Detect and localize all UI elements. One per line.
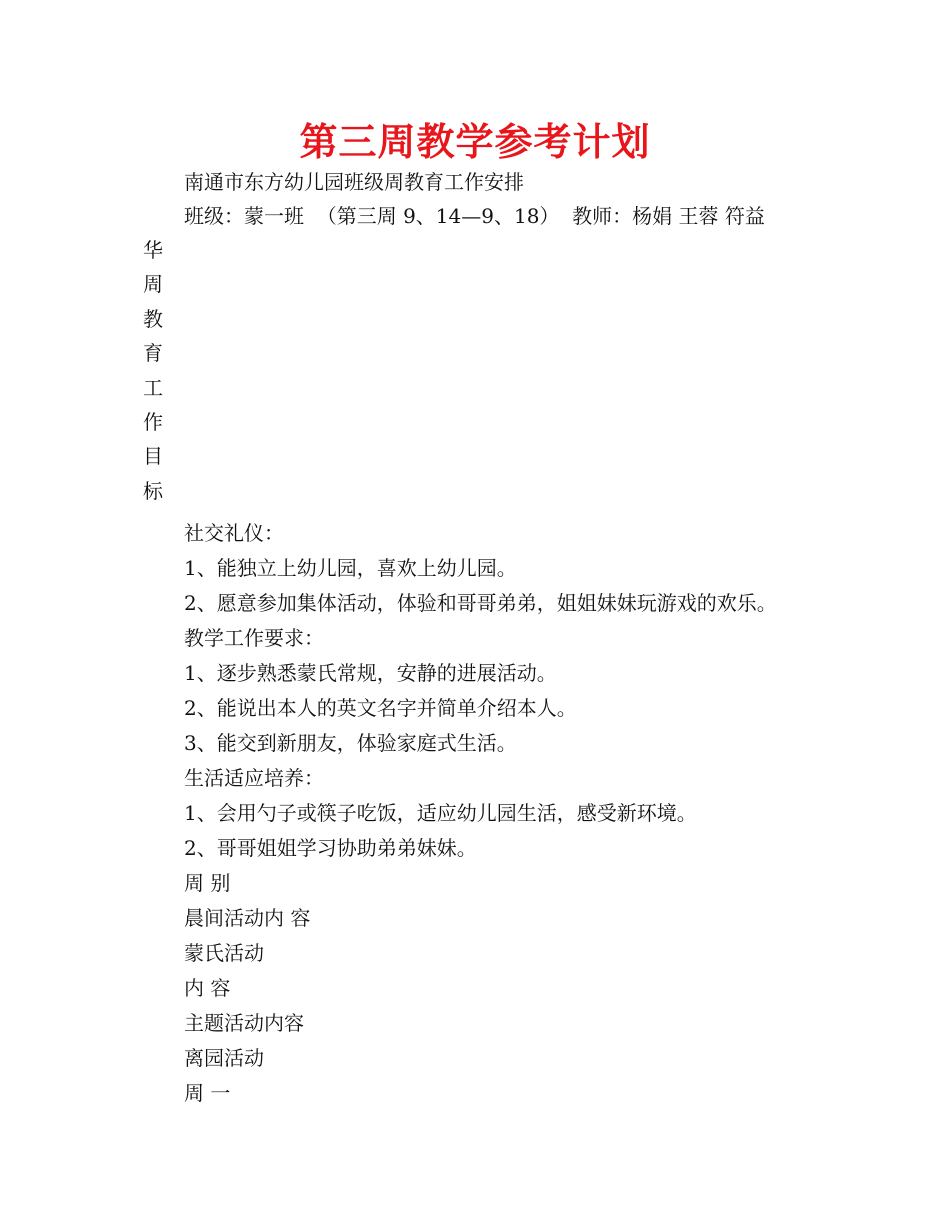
social-item: 1、能独立上幼儿园，喜欢上幼儿园。 (184, 556, 517, 580)
vertical-char: 作 (143, 409, 163, 434)
document-title: 第三周教学参考计划 (299, 120, 651, 164)
table-label-theme: 主题活动内容 (184, 1011, 304, 1035)
table-label-morning: 晨间活动内 容 (184, 906, 311, 930)
subtitle: 南通市东方幼儿园班级周教育工作安排 (184, 170, 524, 194)
vertical-char: 教 (143, 306, 163, 331)
vertical-char: 周 (143, 272, 163, 297)
class-info: 班级：蒙一班 （第三周 9、14—9、18） 教师：杨娟 王蓉 符益 (184, 204, 765, 228)
vertical-char: 育 (143, 341, 163, 366)
life-item: 1、会用勺子或筷子吃饭，适应幼儿园生活，感受新环境。 (184, 801, 697, 825)
vertical-char: 工 (143, 375, 163, 400)
life-heading: 生活适应培养： (184, 766, 324, 790)
teaching-item: 2、能说出本人的英文名字并简单介绍本人。 (184, 696, 577, 720)
life-item: 2、哥哥姐姐学习协助弟弟妹妹。 (184, 836, 477, 860)
teaching-heading: 教学工作要求： (184, 626, 324, 650)
vertical-char: 目 (143, 444, 163, 469)
vertical-char: 华 (143, 238, 163, 262)
table-label-leaving: 离园活动 (184, 1046, 264, 1070)
teaching-item: 3、能交到新朋友，体验家庭式生活。 (184, 731, 517, 755)
vertical-label (141, 236, 165, 511)
vertical-char: 标 (143, 478, 163, 503)
table-label-monday: 周 一 (184, 1081, 231, 1105)
table-label-montessori: 蒙氏活动 (184, 941, 264, 965)
social-heading: 社交礼仪： (184, 521, 284, 545)
table-label-content: 内 容 (184, 976, 231, 1000)
social-item: 2、愿意参加集体活动，体验和哥哥弟弟，姐姐妹妹玩游戏的欢乐。 (184, 591, 777, 615)
teaching-item: 1、逐步熟悉蒙氏常规，安静的进展活动。 (184, 661, 557, 685)
table-label-week: 周 别 (184, 871, 231, 895)
